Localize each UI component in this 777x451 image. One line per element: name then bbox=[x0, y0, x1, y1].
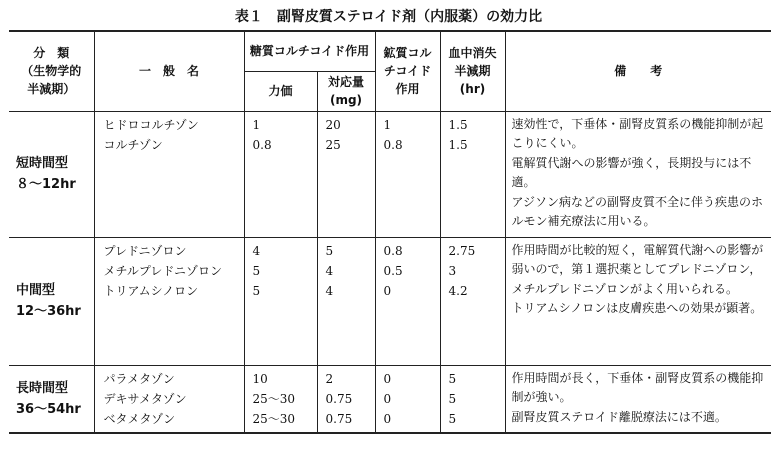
dose-cell: 5 4 4 bbox=[317, 237, 375, 365]
half-life-cell: 2.75 3 4.2 bbox=[440, 237, 505, 365]
drug-names-cell: プレドニゾロン メチルプレドニゾロン トリアムシノロン bbox=[94, 237, 244, 365]
header-equivalent-dose: 対応量 (mg) bbox=[317, 71, 375, 111]
class-cell: 短時間型 ８〜12hr bbox=[9, 111, 94, 237]
header-potency: 力価 bbox=[244, 71, 317, 111]
mineral-cell: 1 0.8 bbox=[375, 111, 440, 237]
potency-cell: 4 5 5 bbox=[244, 237, 317, 365]
header-mineralocorticoid: 鉱質コル チコイド 作用 bbox=[375, 31, 440, 111]
potency-cell: 10 25〜30 25〜30 bbox=[244, 365, 317, 433]
drug-names-cell: パラメタゾン デキサメタゾン ベタメタゾン bbox=[94, 365, 244, 433]
table-row bbox=[9, 365, 771, 433]
class-cell: 中間型 12〜36hr bbox=[9, 237, 94, 365]
class-cell: 長時間型 36〜54hr bbox=[9, 365, 94, 433]
potency-cell: 1 0.8 bbox=[244, 111, 317, 237]
remarks-cell: 作用時間が長く，下垂体・副腎皮質系の機能抑制が強い。 副腎皮質ステロイド離脱療法には不適。 bbox=[505, 365, 771, 433]
remarks-cell: 作用時間が比較的短く，電解質代謝への影響が弱いので，第１選択薬としてプレドニゾロン，メチルプレドニゾロンがよく用いられる。 トリアムシノロンは皮膚疾患への効果が顕著。 bbox=[505, 237, 771, 365]
drug-names-cell: ヒドロコルチゾン コルチゾン bbox=[94, 111, 244, 237]
mineral-cell: 0.8 0.5 0 bbox=[375, 237, 440, 365]
header-classification: 分 類 （生物学的 半減期） bbox=[9, 31, 94, 111]
table-row bbox=[9, 111, 771, 237]
header-general-name: 一 般 名 bbox=[94, 31, 244, 111]
header-remarks: 備 考 bbox=[505, 31, 771, 111]
remarks-cell: 速効性で，下垂体・副腎皮質系の機能抑制が起こりにくい。 電解質代謝への影響が強く，長期投与には不適。 アジソン病などの副腎皮質不全に伴う疾患のホルモン補充療法に用いる。 bbox=[505, 111, 771, 237]
steroid-potency-table bbox=[9, 30, 771, 434]
dose-cell: 2 0.75 0.75 bbox=[317, 365, 375, 433]
table-row bbox=[9, 237, 771, 365]
half-life-cell: 5 5 5 bbox=[440, 365, 505, 433]
half-life-cell: 1.5 1.5 bbox=[440, 111, 505, 237]
table-title: 表１ 副腎皮質ステロイド剤（内服薬）の効力比 bbox=[234, 9, 543, 25]
dose-cell: 20 25 bbox=[317, 111, 375, 237]
header-glucocorticoid: 糖質コルチコイド作用 bbox=[244, 31, 375, 71]
mineral-cell: 0 0 0 bbox=[375, 365, 440, 433]
header-half-life: 血中消失 半減期 (hr) bbox=[440, 31, 505, 111]
